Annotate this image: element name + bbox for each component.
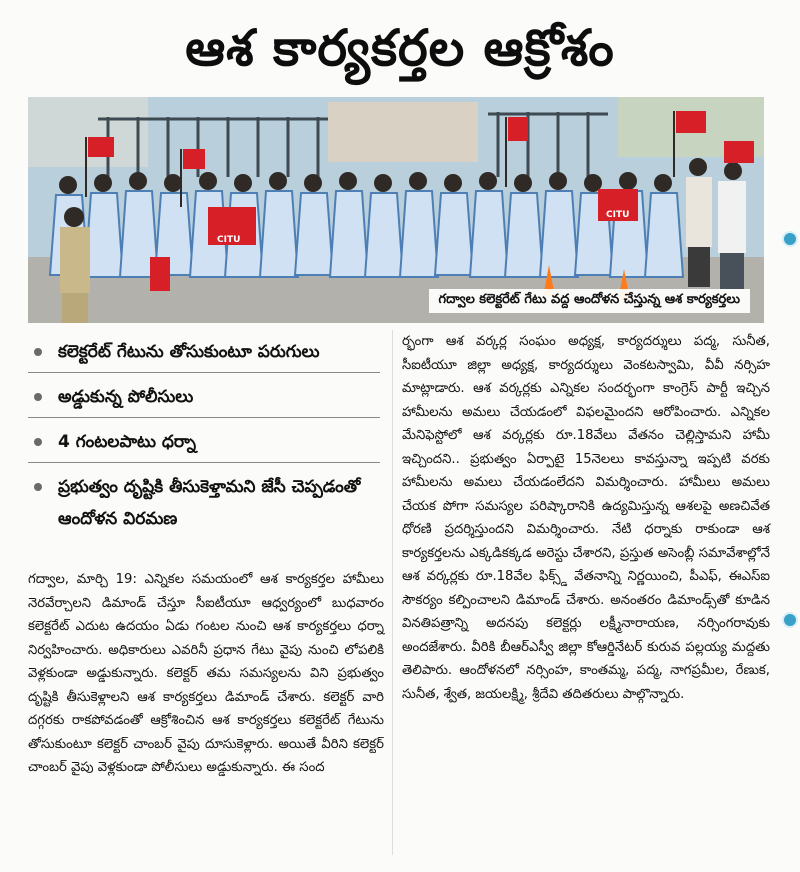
highlight-item (28, 426, 380, 463)
highlight-text: అడ్డుకున్న పోలీసులు (58, 387, 194, 407)
article-left-column (28, 568, 384, 780)
highlight-text: 4 గంటలపాటు ధర్నా (58, 432, 197, 452)
highlights-list (28, 336, 380, 547)
article-text-left: గద్వాల, మార్చి 19: ఎన్నికల సమయంలో ఆశ కార్యకర్తల హామీలు నెరవేర్చాలని డిమాండ్ చేస్తూ సీఐటీయూ ఆధ్వర్యంలో బుధవారం కలెక్టరేట్ ఎదుట ఉదయం ఏడు గంటల నుంచి ఆశ కార్యకర్తలు ధర్నా నిర్వహించారు. అధికారులు ఎవరినీ ప్రధాన గేటు వైపు నుంచి లోపలికి వెళ్లకుండా అడ్డుకున్నారు. కలెక్టర్ తమ సమస్యలను విని ప్రభుత్వం దృష్టికి తీసుకెళ్లాలని ఆశ కార్యకర్తలు డిమాండ్ చేశారు. కలెక్టర్ వారి దగ్గరకు రాకపోవడంతో ఆక్రోశించిన ఆశ కార్యకర్తలు కలెక్టరేట్ గేటును తోసుకుంటూ కలెక్టర్ చాంబర్ వైపు దూసుకెళ్లారు. అయితే వీరిని కలెక్టర్ చాంబర్ వైపు వెళ్లకుండా పోలీసులు అడ్డుకున్నారు. ఈ సంద (28, 572, 384, 775)
svg-text:CITU: CITU (606, 210, 630, 220)
highlight-item (28, 336, 380, 373)
column-divider (392, 330, 393, 855)
bullet-icon (34, 348, 42, 356)
news-photo (28, 97, 764, 323)
highlight-item (28, 381, 380, 418)
side-marker-icon (782, 231, 798, 247)
highlight-item (28, 471, 380, 539)
photo-caption: గద్వాల కలెక్టరేట్ గేటు వద్ద ఆందోళన చేస్తున్న ఆశ కార్యకర్తలు (429, 289, 750, 313)
side-marker-icon (782, 612, 798, 628)
bullet-icon (34, 438, 42, 446)
highlight-text: ప్రభుత్వం దృష్టికి తీసుకెళ్తామని జేసీ చెప్పడంతో ఆందోళన విరమణ (58, 477, 361, 529)
svg-text:CITU: CITU (217, 235, 241, 245)
bullet-icon (34, 483, 42, 491)
bullet-icon (34, 393, 42, 401)
headline: ఆశ కార్యకర్తల ఆక్రోశం (185, 19, 615, 77)
article-text-right: ర్భంగా ఆశ వర్కర్ల సంఘం అధ్యక్ష, కార్యదర్శులు పద్మ, సునీత, సీఐటీయూ జిల్లా అధ్యక్ష, కార్యదర్శులు వెంకటస్వామి, వీవీ నర్సిహ మాట్లాడారు. ఆశ వర్కర్లకు ఎన్నికల సందర్భంగా కాంగ్రెస్ పార్టీ ఇచ్చిన హామీలను అమలు చేయడంలో విఫలమైందని ఆరోపించారు. ఎన్నికల మేనిఫెస్టోలో ఆశ వర్కర్లకు రూ.18వేలు వేతనం చెల్లిస్తామని హామీ ఇచ్చిందని.. ప్రభుత్వం ఏర్పాటై 15నెలలు కావస్తున్నా ఇప్పటి వరకు హామీలను అమలు చేయడంలేదని విమర్శించారు. హామీలు అమలు చేయక పోగా సమస్యల పరిష్కారానికి ఉద్యమిస్తున్న ఆశలపై అణచివేత ధోరణి ప్రదర్శిస్తుందని విమర్శించారు. నేటి ధర్నాకు రాకుండా ఆశ కార్యకర్తలను ఎక్కడికక్కడ అరెస్టు చేశారని, ప్రస్తుత అసెంబ్లీ సమావేశాల్లోనే ఆశ వర్కర్లకు రూ.18వేల ఫిక్స్డ్ వేతనాన్ని నిర్ణయించి, పీఎఫ్, ఈఎస్ఐ సౌకర్యం కల్పించాలని డిమాండ్ చేశారు. అనంతరం డిమాండ్స్‌తో కూడిన వినతిపత్రాన్ని అదనపు కలెక్టర్లు లక్ష్మీనారాయణ, నర్సింగరావుకు అందజేశారు. వీరికి బీఆర్ఎస్వీ జిల్లా కోఆర్డినేటర్ కురువ పల్లయ్య మద్దతు తెలిపారు. ఆందోళనలో నర్సింహ, కాంతమ్మ, పద్మ, నాగప్రమీల, రేణుక, సునీత, శ్వేత, జయలక్ష్మి, శ్రీదేవి తదితరులు పాల్గొన్నారు. (402, 334, 770, 702)
highlight-text: కలెక్టరేట్ గేటును తోసుకుంటూ పరుగులు (58, 342, 320, 362)
article-right-column (402, 330, 770, 706)
